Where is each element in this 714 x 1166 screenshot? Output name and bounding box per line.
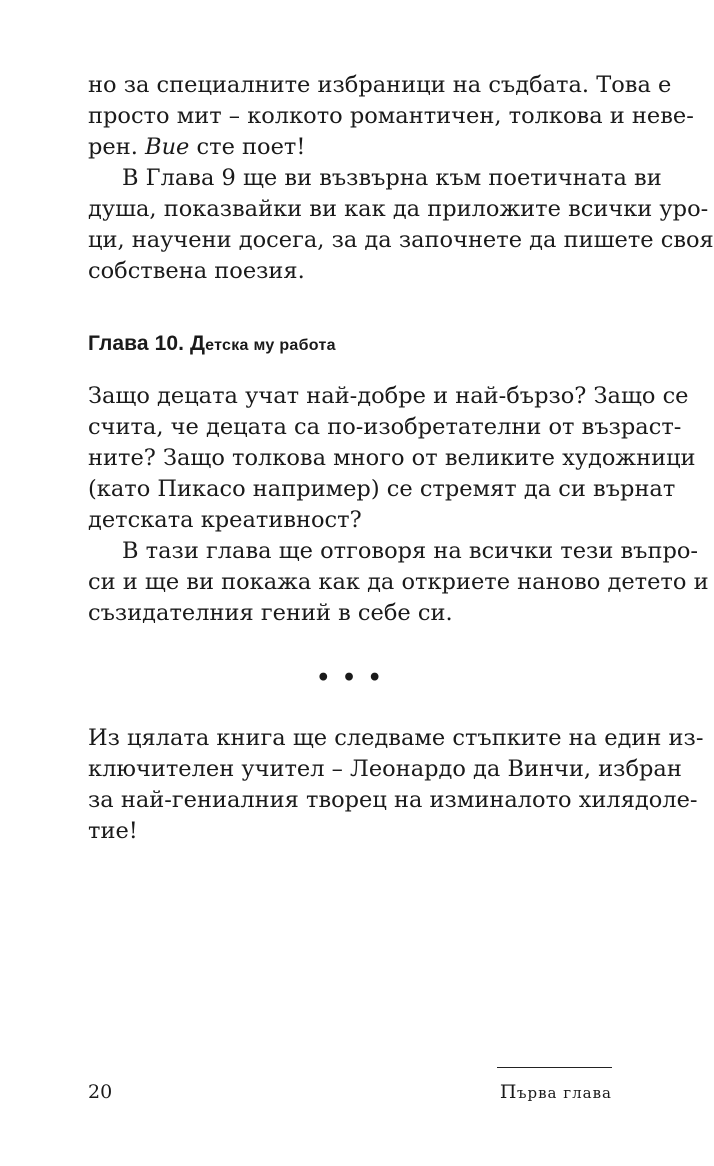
heading-prefix: Глава 10. Д [88, 332, 206, 355]
text-line: просто мит – колкото романтичен, толкова и неве- [88, 103, 694, 129]
running-head-initial: П [499, 1081, 517, 1103]
text-line: счита, че децата са по-изобретателни от възраст- [88, 414, 682, 440]
text-line: ните? Защо толкова много от великите художници [88, 445, 696, 471]
text-line: тие! [88, 818, 138, 844]
text-line [88, 132, 612, 163]
chapter10-paragraph-2 [88, 536, 709, 629]
text-line: съзидателния гений в себе си. [88, 600, 453, 626]
text-line: за най-гениалния творец на изминалото хилядоле- [88, 787, 698, 813]
section-break-ornament: • • • [316, 665, 384, 691]
text-line: собствена поезия. [88, 258, 305, 284]
heading-small-caps: етска му работа [205, 337, 336, 354]
text-fragment: рен. [88, 134, 146, 160]
text-fragment: сте поет! [189, 134, 306, 160]
text-line: ключителен учител – Леонардо да Винчи, избран [88, 756, 682, 782]
chapter10-heading [88, 329, 612, 361]
closing-paragraph [88, 723, 704, 847]
text-line: но за специалните избраници на съдбата. Това е [88, 72, 672, 98]
running-head-small-caps: ърва глава [516, 1084, 612, 1102]
intro-paragraph [88, 70, 694, 163]
page-number: 20 [88, 1081, 113, 1103]
text-line: (като Пикасо например) се стремят да си върнат [88, 476, 676, 502]
text-line: В Глава 9 ще ви възвърна към поетичната ви [122, 165, 662, 191]
chapter10-paragraph-1 [88, 381, 696, 536]
text-line: душа, показвайки ви как да приложите всички уро- [88, 196, 709, 222]
running-head [500, 1080, 612, 1105]
text-line: детската креативност? [88, 507, 362, 533]
text-line: ци, научени досега, за да започнете да пишете своя [88, 227, 714, 253]
text-line: В тази глава ще отговоря на всички тези въпро- [122, 538, 699, 564]
footer-rule [497, 1067, 612, 1068]
text-line: си и ще ви покажа как да откриете наново детето и [88, 569, 709, 595]
italic-word: Вие [145, 134, 190, 160]
text-line: Защо децата учат най-добре и най-бързо? Защо се [88, 383, 689, 409]
chapter9-paragraph [88, 163, 714, 287]
page-body [88, 70, 714, 847]
text-line: Из цялата книга ще следваме стъпките на един из- [88, 725, 704, 751]
